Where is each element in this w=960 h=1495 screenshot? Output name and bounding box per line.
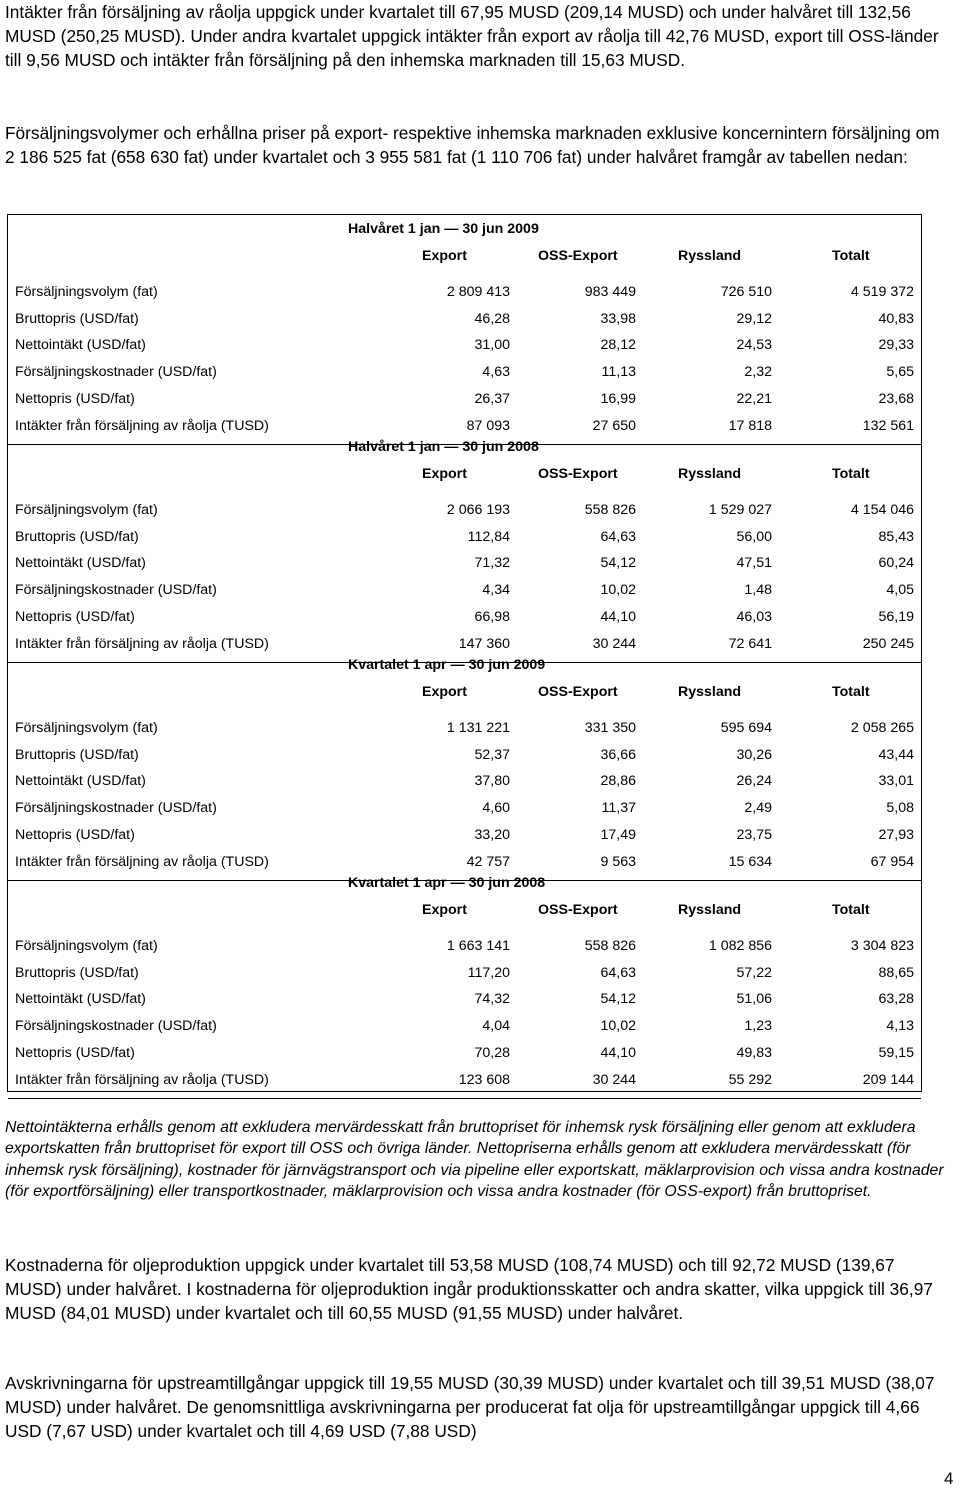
table-row <box>8 310 921 337</box>
table-cell: 26,37 <box>474 390 510 407</box>
table-row <box>8 283 921 310</box>
column-header: Ryssland <box>678 248 742 264</box>
row-label: Nettointäkt (USD/fat) <box>15 337 146 354</box>
table-cell: 10,02 <box>600 1018 636 1035</box>
page-number: 4 <box>944 1469 954 1488</box>
row-label: Nettointäkt (USD/fat) <box>15 555 146 572</box>
net-price-note: Nettointäkterna erhålls genom att exkludera mervärdesskatt från bruttopriset för inhemsk rysk försäljning eller genom att exkludera exportskatten från bruttopriset för export till OSS och övriga länder. Nettopriserna erhålls genom att exkludera mervärdesskatt (för inhemsk rysk försäljning), kostnader för järnvägstransport och via pipeline eller exportskatt, mäklarprovision och vissa andra kostnader (för exportförsäljning) eller transportkostnader, mäklarprovision och vissa andra kostnader (för OSS-export) från bruttopriset. <box>5 1119 944 1200</box>
section-title: Halvåret 1 jan — 30 jun 2009 <box>348 221 539 237</box>
intro-paragraph: Intäkter från försäljning av råolja uppgick under kvartalet till 67,95 MUSD (209,14 MUSD) och under halvåret till 132,56 MUSD (250,25 MUSD). Under andra kvartalet uppgick intäkter från export av råolja till 42,76 MUSD, export till OSS-länder till 9,56 MUSD och intäkter från försäljning på den inhemska marknaden till 15,63 MUSD. <box>5 2 939 70</box>
table-row <box>8 581 921 608</box>
row-label: Intäkter från försäljning av råolja (TUSD) <box>15 417 269 434</box>
sales-tables <box>7 214 922 1092</box>
table-cell: 52,37 <box>474 746 510 763</box>
table-cell: 28,12 <box>600 337 636 354</box>
column-header: Totalt <box>832 684 870 700</box>
table-cell: 42 757 <box>466 853 510 870</box>
table-cell: 983 449 <box>584 284 636 300</box>
table-cell: 1 082 856 <box>708 938 772 954</box>
table-cell: 4,63 <box>482 364 510 381</box>
row-label: Försäljningsvolym (fat) <box>15 720 158 736</box>
table-cell: 558 826 <box>584 938 636 954</box>
row-label: Nettopris (USD/fat) <box>15 826 135 843</box>
row-label: Försäljningsvolym (fat) <box>15 938 158 954</box>
table-cell: 15 634 <box>728 853 772 870</box>
table-cell: 117,20 <box>467 964 510 981</box>
table-cell: 2,32 <box>744 364 772 381</box>
table-cell: 30,26 <box>736 746 772 763</box>
row-label: Försäljningskostnader (USD/fat) <box>15 1018 217 1035</box>
column-header: Export <box>422 248 467 264</box>
table-cell: 33,20 <box>474 826 510 843</box>
column-header: Totalt <box>832 248 870 264</box>
table-cell: 10,02 <box>600 582 636 599</box>
table-row <box>8 554 921 581</box>
section-title: Kvartalet 1 apr — 30 jun 2009 <box>348 657 546 673</box>
table-cell: 44,10 <box>600 608 636 625</box>
table-cell: 1,48 <box>744 582 772 599</box>
table-cell: 11,13 <box>601 364 636 381</box>
table-cell: 46,28 <box>474 310 510 327</box>
table-cell: 17,49 <box>600 826 636 843</box>
table-row <box>8 719 921 746</box>
table-cell: 56,19 <box>878 608 914 625</box>
table-row <box>8 826 921 853</box>
row-label: Intäkter från försäljning av råolja (TUSD) <box>15 635 269 652</box>
table-row <box>8 363 921 390</box>
row-label: Nettointäkt (USD/fat) <box>15 773 146 790</box>
table-cell: 147 360 <box>458 635 510 652</box>
column-header: OSS-Export <box>538 466 618 482</box>
table-cell: 4,05 <box>886 582 914 599</box>
table-cell: 209 144 <box>862 1071 914 1088</box>
table-cell: 64,63 <box>600 964 636 981</box>
table-cell: 85,43 <box>878 528 914 545</box>
column-header: Totalt <box>832 902 870 918</box>
table-cell: 24,53 <box>736 337 772 354</box>
table-cell: 49,83 <box>736 1044 772 1061</box>
table-cell: 9 563 <box>600 853 636 870</box>
column-header: OSS-Export <box>538 684 618 700</box>
table-cell: 123 608 <box>458 1071 510 1088</box>
table-cell: 70,28 <box>474 1044 510 1061</box>
table-cell: 2 066 193 <box>446 502 510 518</box>
row-label: Bruttopris (USD/fat) <box>15 964 139 981</box>
table-cell: 4 519 372 <box>850 284 914 300</box>
row-label: Försäljningskostnader (USD/fat) <box>15 800 217 817</box>
row-label: Nettointäkt (USD/fat) <box>15 991 146 1008</box>
table-cell: 60,24 <box>878 555 914 572</box>
table-row <box>8 336 921 363</box>
table-cell: 33,98 <box>600 310 636 327</box>
table-cell: 1 131 221 <box>446 720 510 736</box>
table-cell: 72 641 <box>728 635 772 652</box>
table-cell: 33,01 <box>878 773 914 790</box>
column-header: Ryssland <box>678 466 742 482</box>
table-cell: 47,51 <box>736 555 772 572</box>
table-cell: 4,60 <box>482 800 510 817</box>
table-cell: 558 826 <box>584 502 636 518</box>
table-cell: 23,68 <box>878 390 914 407</box>
table-cell: 59,15 <box>878 1044 914 1061</box>
table-row <box>8 1017 921 1044</box>
row-label: Bruttopris (USD/fat) <box>15 310 139 327</box>
table-cell: 595 694 <box>720 720 772 736</box>
table-row <box>8 990 921 1017</box>
column-header: OSS-Export <box>538 248 618 264</box>
table-row <box>8 608 921 635</box>
table-cell: 331 350 <box>584 720 636 736</box>
table-row <box>8 528 921 555</box>
table-cell: 44,10 <box>600 1044 636 1061</box>
table-cell: 71,32 <box>474 555 510 572</box>
row-label: Nettopris (USD/fat) <box>15 608 135 625</box>
table-cell: 51,06 <box>736 991 772 1008</box>
section-title: Halvåret 1 jan — 30 jun 2008 <box>348 439 539 455</box>
table-cell: 67 954 <box>870 853 914 870</box>
table-cell: 40,83 <box>878 310 914 327</box>
table-row <box>8 1044 921 1071</box>
row-label: Försäljningskostnader (USD/fat) <box>15 582 217 599</box>
table-cell: 30 244 <box>592 635 636 652</box>
table-cell: 22,21 <box>736 390 772 407</box>
table-cell: 29,12 <box>736 310 772 327</box>
table-cell: 11,37 <box>601 800 636 817</box>
table-cell: 37,80 <box>474 773 510 790</box>
column-header: Ryssland <box>678 684 742 700</box>
table-cell: 2,49 <box>744 800 772 817</box>
table-cell: 250 245 <box>862 635 914 652</box>
table-cell: 4 154 046 <box>850 502 914 518</box>
column-header: Export <box>422 466 467 482</box>
table-cell: 3 304 823 <box>850 938 914 954</box>
table-cell: 2 809 413 <box>446 284 510 300</box>
table-cell: 5,08 <box>886 800 914 817</box>
table-cell: 1 529 027 <box>708 502 772 518</box>
row-label: Intäkter från försäljning av råolja (TUSD) <box>15 1071 269 1088</box>
table-cell: 4,34 <box>482 582 510 599</box>
table-cell: 132 561 <box>862 417 914 434</box>
column-header: Export <box>422 902 467 918</box>
table-cell: 46,03 <box>736 608 772 625</box>
table-cell: 27 650 <box>592 417 636 434</box>
table-cell: 17 818 <box>728 417 772 434</box>
table-cell: 88,65 <box>878 964 914 981</box>
table-cell: 4,13 <box>886 1018 914 1035</box>
table-cell: 2 058 265 <box>850 720 914 736</box>
column-header: OSS-Export <box>538 902 618 918</box>
row-label: Nettopris (USD/fat) <box>15 1044 135 1061</box>
table-row <box>8 799 921 826</box>
table-cell: 1,23 <box>744 1018 772 1035</box>
table-cell: 56,00 <box>736 528 772 545</box>
table-cell: 54,12 <box>600 991 636 1008</box>
table-cell: 55 292 <box>728 1071 772 1088</box>
table-cell: 1 663 141 <box>446 938 510 954</box>
table-row <box>8 501 921 528</box>
row-label: Intäkter från försäljning av råolja (TUSD) <box>15 853 269 870</box>
row-label: Bruttopris (USD/fat) <box>15 528 139 545</box>
table-cell: 23,75 <box>736 826 772 843</box>
table-cell: 63,28 <box>878 991 914 1008</box>
section-title: Kvartalet 1 apr — 30 jun 2008 <box>348 875 546 891</box>
table-cell: 5,65 <box>886 364 914 381</box>
table-cell: 30 244 <box>592 1071 636 1088</box>
row-label: Nettopris (USD/fat) <box>15 390 135 407</box>
row-label: Försäljningskostnader (USD/fat) <box>15 364 217 381</box>
table-cell: 29,33 <box>878 337 914 354</box>
production-costs-paragraph: Kostnaderna för oljeproduktion uppgick under kvartalet till 53,58 MUSD (108,74 MUSD) och till 92,72 MUSD (139,67 MUSD) under halvåret. I kostnaderna för oljeproduktion ingår produktionsskatter och andra skatter, vilka uppgick till 36,97 MUSD (84,01 MUSD) under kvartalet och till 60,55 MUSD (91,55 MUSD) under halvåret. <box>5 1255 933 1323</box>
table-row <box>8 746 921 773</box>
table-cell: 112,84 <box>467 528 510 545</box>
table-cell: 31,00 <box>474 337 510 354</box>
table-cell: 57,22 <box>736 964 772 981</box>
table-cell: 16,99 <box>600 390 636 407</box>
table-cell: 28,86 <box>600 773 636 790</box>
table-cell: 64,63 <box>600 528 636 545</box>
column-header: Totalt <box>832 466 870 482</box>
table-cell: 54,12 <box>600 555 636 572</box>
table-row <box>8 937 921 964</box>
table-cell: 87 093 <box>466 417 510 434</box>
table-cell: 726 510 <box>720 284 772 300</box>
row-label: Försäljningsvolym (fat) <box>15 502 158 518</box>
volumes-paragraph: Försäljningsvolymer och erhållna priser på export- respektive inhemska marknaden exklusive koncernintern försäljning om 2 186 525 fat (658 630 fat) under kvartalet och 3 955 581 fat (1 110 706 fat) under halvåret framgår av tabellen nedan: <box>5 123 940 167</box>
row-label: Bruttopris (USD/fat) <box>15 746 139 763</box>
table-cell: 27,93 <box>878 826 914 843</box>
table-row <box>8 390 921 417</box>
table-cell: 66,98 <box>474 608 510 625</box>
column-header: Export <box>422 684 467 700</box>
column-header: Ryssland <box>678 902 742 918</box>
row-label: Försäljningsvolym (fat) <box>15 284 158 300</box>
table-cell: 43,44 <box>878 746 914 763</box>
table-cell: 36,66 <box>600 746 636 763</box>
depreciation-paragraph: Avskrivningarna för upstreamtillgångar uppgick till 19,55 MUSD (30,39 MUSD) under kvartalet och till 39,51 MUSD (38,07 MUSD) under halvåret. De genomsnittliga avskrivningarna per producerat fat olja för upstreamtillgångar uppgick till 4,66 USD (7,67 USD) under kvartalet och till 4,69 USD (7,88 USD) <box>5 1373 935 1441</box>
table-cell: 26,24 <box>736 773 772 790</box>
table-row <box>8 964 921 991</box>
table-row <box>8 772 921 799</box>
table-row <box>8 1071 921 1099</box>
table-cell: 74,32 <box>474 991 510 1008</box>
table-cell: 4,04 <box>482 1018 510 1035</box>
